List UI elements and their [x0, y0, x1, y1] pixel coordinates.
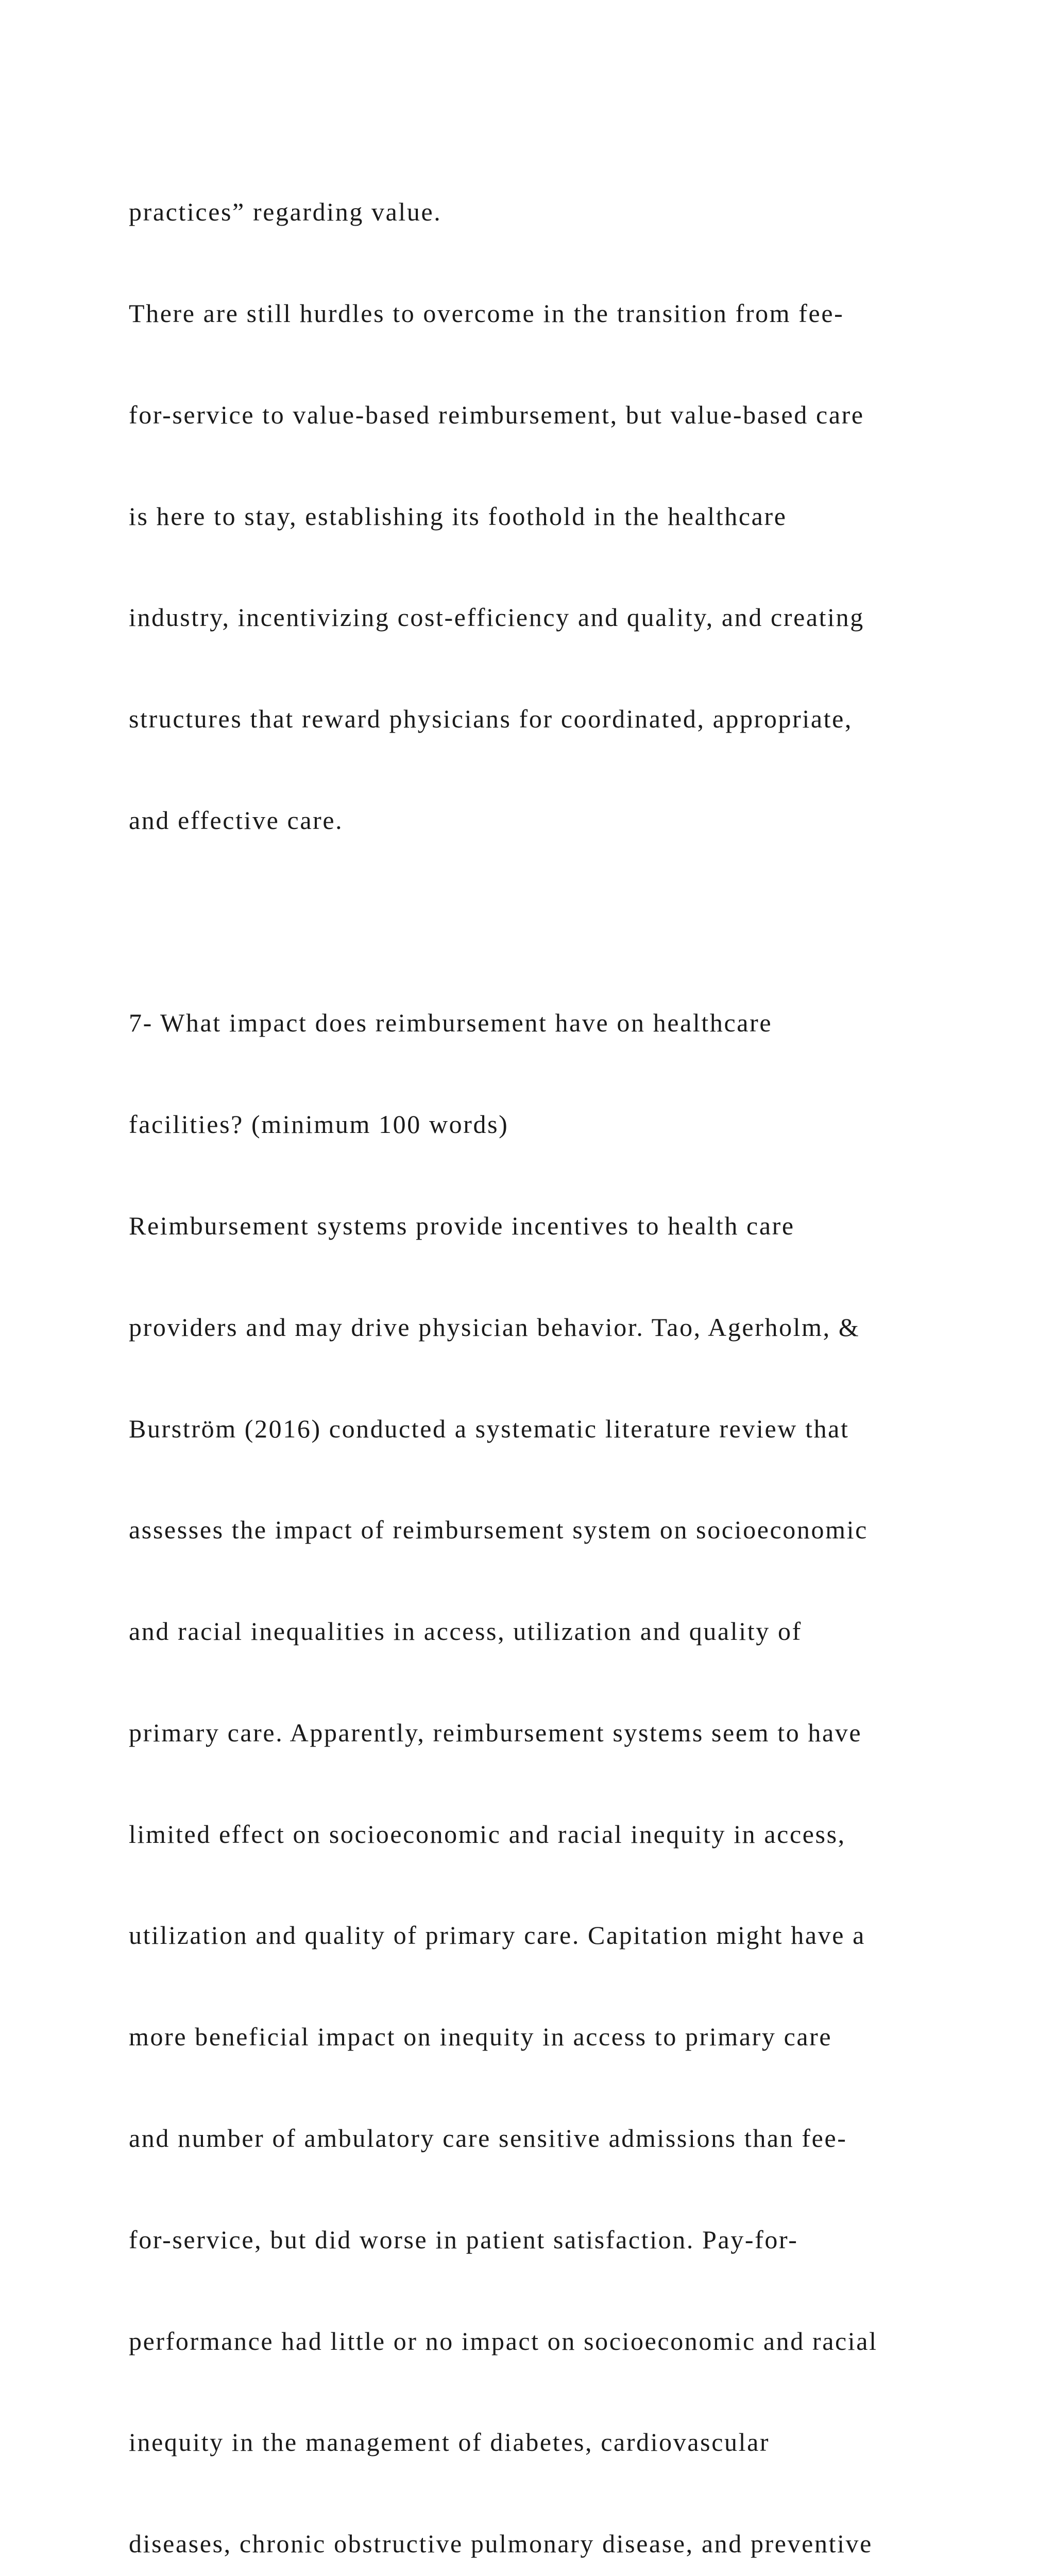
question-heading-7-cont: facilities? (minimum 100 words) [129, 1110, 509, 1139]
text-line: performance had little or no impact on socioeconomic and racial [129, 2326, 878, 2355]
text-line: limited effect on socioeconomic and racial inequity in access, [129, 1819, 846, 1849]
text-line: primary care. Apparently, reimbursement systems seem to have [129, 1718, 862, 1747]
text-line: for-service, but did worse in patient satisfaction. Pay-for- [129, 2225, 798, 2254]
text-line: providers and may drive physician behavior. Tao, Agerholm, & [129, 1312, 860, 1342]
text-line: practices” regarding value. [129, 197, 442, 227]
text-line: and number of ambulatory care sensitive admissions than fee- [129, 2124, 847, 2153]
text-line: Burström (2016) conducted a systematic literature review that [129, 1414, 849, 1443]
text-line: inequity in the management of diabetes, cardiovascular [129, 2428, 770, 2457]
text-line: more beneficial impact on inequity in access to primary care [129, 2022, 832, 2052]
text-line: for-service to value-based reimbursement, but value-based care [129, 400, 864, 429]
question-heading-7: 7- What impact does reimbursement have on healthcare [129, 1008, 773, 1038]
text-line: assesses the impact of reimbursement system on socioeconomic [129, 1515, 868, 1545]
document-body [129, 128, 979, 2576]
text-line: diseases, chronic obstructive pulmonary disease, and preventive [129, 2529, 873, 2558]
text-line: and racial inequalities in access, utilization and quality of [129, 1617, 802, 1646]
blank-line [129, 905, 979, 939]
text-line: is here to stay, establishing its foothold in the healthcare [129, 501, 787, 531]
text-line: and effective care. [129, 805, 344, 835]
text-line: structures that reward physicians for coordinated, appropriate, [129, 704, 853, 734]
text-line: utilization and quality of primary care. Capitation might have a [129, 1921, 865, 1950]
text-line: There are still hurdles to overcome in the transition from fee- [129, 298, 844, 328]
text-line: Reimbursement systems provide incentives to health care [129, 1211, 795, 1240]
text-line: industry, incentivizing cost-efficiency and quality, and creating [129, 603, 864, 632]
